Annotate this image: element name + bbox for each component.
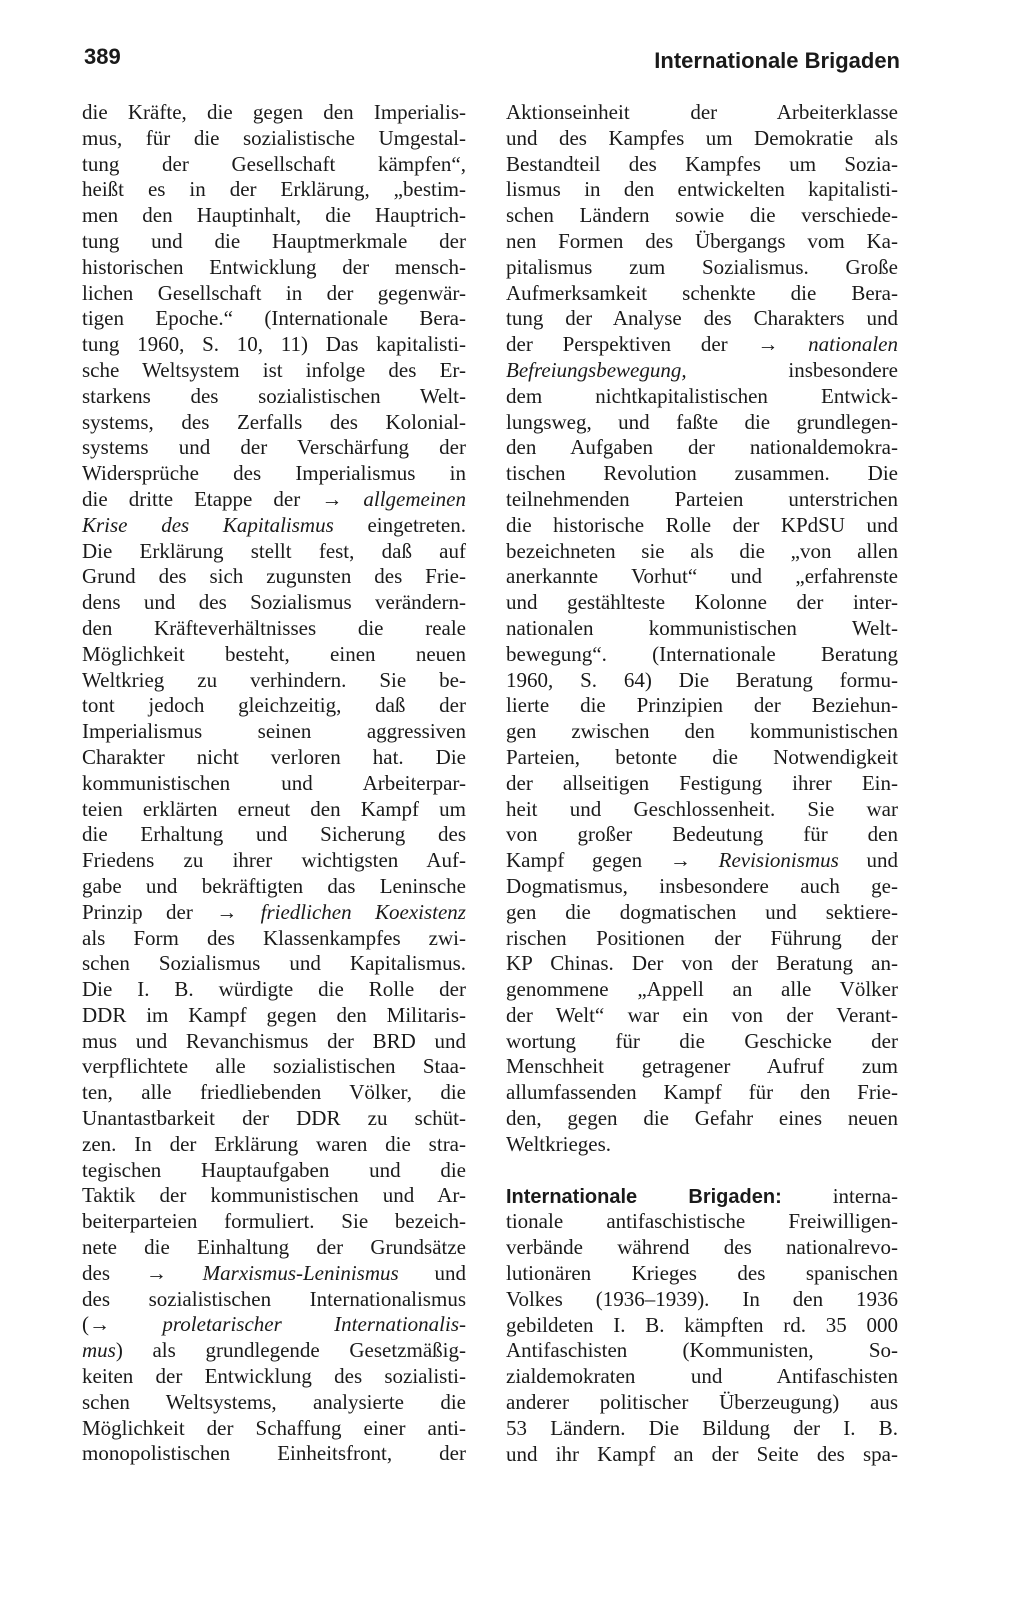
text-segment: tung und die Hauptmerkmale der: [82, 228, 466, 253]
text-line: [506, 410, 898, 436]
text-line: [506, 1338, 898, 1364]
text-segment: der Welt“ war ein von der Verant-: [506, 1002, 898, 1027]
text-line: [82, 1209, 466, 1235]
text-line: [82, 616, 466, 642]
text-line: [506, 848, 898, 874]
text-segment: ten, alle friedliebenden Völker, die: [82, 1080, 466, 1105]
text-line: [82, 435, 466, 461]
text-line: [82, 1235, 466, 1261]
text-line: [506, 435, 898, 461]
text-line: [82, 564, 466, 590]
text-line: [506, 126, 898, 152]
text-segment: Kampf gegen: [506, 848, 670, 873]
text-line: [82, 719, 466, 745]
text-segment: DDR im Kampf gegen den Militaris-: [82, 1002, 466, 1027]
text-segment: lungsweg, und faßte die grundlegen-: [506, 409, 898, 434]
text-line: [506, 1054, 898, 1080]
text-segment: tegischen Hauptaufgaben und die: [82, 1157, 466, 1182]
text-segment: und: [838, 848, 898, 873]
text-line: [82, 1158, 466, 1184]
cross-reference: → allgemeinen: [321, 486, 466, 511]
text-line: [82, 1364, 466, 1390]
text-segment: Unantastbarkeit der DDR zu schüt-: [82, 1106, 466, 1131]
text-segment: genommene „Appell an alle Völker: [506, 977, 898, 1002]
text-segment: nationalen kommunistischen Welt-: [506, 615, 898, 640]
text-line: [506, 461, 898, 487]
text-line: [506, 822, 898, 848]
text-line: [506, 306, 898, 332]
text-segment: schen Sozialismus und Kapitalismus.: [82, 951, 466, 976]
text-line: [82, 1132, 466, 1158]
text-segment: heit und Geschlossenheit. Sie war: [506, 796, 898, 821]
text-segment: gebildeten I. B. kämpften rd. 35 000: [506, 1312, 898, 1337]
text-line: [82, 1416, 466, 1442]
text-line: [506, 1132, 898, 1158]
text-line: [82, 1390, 466, 1416]
text-line: [82, 1080, 466, 1106]
text-segment: und: [398, 1260, 466, 1285]
text-line: [506, 1442, 898, 1468]
cross-reference: → friedlichen Koexistenz: [216, 899, 466, 924]
text-line: [506, 771, 898, 797]
text-segment: gen die dogmatischen und sektiere-: [506, 899, 898, 924]
text-segment: men den Hauptinhalt, die Hauptrich-: [82, 203, 466, 228]
text-segment: rischen Positionen der Führung der: [506, 925, 898, 950]
text-line: [506, 1106, 898, 1132]
text-segment: interna-: [781, 1183, 899, 1208]
text-line: [506, 1003, 898, 1029]
text-segment: gen zwischen den kommunistischen: [506, 719, 898, 744]
text-line: [506, 152, 898, 178]
text-line: [506, 1235, 898, 1261]
text-line: [506, 100, 898, 126]
text-segment: Prinzip der: [82, 899, 217, 924]
text-segment: Charakter nicht verloren hat. Die: [82, 744, 466, 769]
text-segment: 1960, S. 64) Die Beratung formu-: [506, 667, 898, 692]
text-segment: tung 1960, S. 10, 11) Das kapitalisti-: [82, 332, 466, 357]
text-segment: tung der Gesellschaft kämpfen“,: [82, 151, 466, 176]
text-segment: des sozialistischen Internationalismus: [82, 1286, 466, 1311]
text-segment: dens und des Sozialismus verändern-: [82, 590, 466, 615]
text-line: [506, 513, 898, 539]
text-line: [506, 1390, 898, 1416]
text-segment: tung der Analyse des Charakters und: [506, 306, 898, 331]
text-segment: heißt es in der Erklärung, „bestim-: [82, 177, 466, 202]
text-line: [506, 874, 898, 900]
text-line: [506, 1364, 898, 1390]
text-segment: bezeichneten sie als die „von allen: [506, 538, 898, 563]
text-line: [506, 1029, 898, 1055]
text-segment: anderer politischer Überzeugung) aus: [506, 1390, 898, 1415]
text-segment: systems, des Zerfalls des Kolonial-: [82, 409, 466, 434]
text-line: [506, 229, 898, 255]
cross-reference: mus: [82, 1338, 116, 1363]
text-line: [506, 616, 898, 642]
text-segment: systems und der Verschärfung der: [82, 435, 466, 460]
text-line: [506, 1313, 898, 1339]
text-segment: kommunistischen und Arbeiterpar-: [82, 770, 466, 795]
text-line: [82, 461, 466, 487]
text-line: [506, 1209, 898, 1235]
text-line: [82, 487, 466, 513]
text-line: [82, 100, 466, 126]
left-column: [82, 100, 466, 1467]
text-line: [82, 384, 466, 410]
text-line: [506, 977, 898, 1003]
text-segment: KP Chinas. Der von der Beratung an-: [506, 951, 898, 976]
text-segment: mus und Revanchismus der BRD und: [82, 1028, 466, 1053]
text-segment: keiten der Entwicklung des sozialisti-: [82, 1364, 466, 1389]
text-segment: der allseitigen Festigung ihrer Ein-: [506, 770, 898, 795]
text-segment: lutionären Krieges des spanischen: [506, 1261, 898, 1286]
paragraph-gap: [506, 1158, 898, 1184]
cross-reference: Krise des Kapitalismus: [82, 512, 334, 537]
text-line: [82, 1106, 466, 1132]
text-segment: Aktionseinheit der Arbeiterklasse: [506, 100, 898, 124]
text-line: [82, 229, 466, 255]
text-line: [506, 590, 898, 616]
text-segment: beiterparteien formuliert. Sie bezeich-: [82, 1209, 466, 1234]
text-line: [82, 152, 466, 178]
text-line: [82, 1261, 466, 1287]
text-segment: eingetreten.: [333, 512, 466, 537]
text-line: [82, 745, 466, 771]
text-segment: insbesondere: [686, 357, 898, 382]
text-segment: Imperialismus seinen aggressiven: [82, 719, 466, 744]
text-line: [506, 693, 898, 719]
text-segment: zialdemokraten und Antifaschisten: [506, 1364, 898, 1389]
text-segment: mus, für die sozialistische Umgestal-: [82, 125, 466, 150]
running-title: Internationale Brigaden: [654, 48, 900, 73]
text-segment: sche Weltsystem ist infolge des Er-: [82, 357, 466, 382]
text-line: [506, 177, 898, 203]
text-segment: teilnehmenden Parteien unterstrichen: [506, 486, 898, 511]
text-segment: Menschheit getragener Aufruf zum: [506, 1054, 898, 1079]
text-segment: verbände während des nationalrevo-: [506, 1235, 898, 1260]
text-line: [506, 1287, 898, 1313]
text-line: [82, 951, 466, 977]
text-line: [82, 1029, 466, 1055]
text-segment: Bestandteil des Kampfes um Sozia-: [506, 151, 898, 176]
text-line: [506, 668, 898, 694]
text-segment: Dogmatismus, insbesondere auch ge-: [506, 873, 898, 898]
text-line: [506, 797, 898, 823]
cross-reference: → Revisionismus: [669, 848, 839, 873]
text-segment: tigen Epoche.“ (Internationale Bera-: [82, 306, 466, 331]
text-line: [82, 255, 466, 281]
text-segment: und des Kampfes um Demokratie als: [506, 125, 898, 150]
text-segment: Weltkrieg zu verhindern. Sie be-: [82, 667, 466, 692]
text-segment: Taktik der kommunistischen und Ar-: [82, 1183, 466, 1208]
text-segment: starkens des sozialistischen Welt-: [82, 383, 466, 408]
text-line: [506, 1261, 898, 1287]
text-segment: nete die Einhaltung der Grundsätze: [82, 1235, 466, 1260]
text-line: [506, 255, 898, 281]
text-segment: tischen Revolution zusammen. Die: [506, 461, 898, 486]
text-segment: verpflichtete alle sozialistischen Staa-: [82, 1054, 466, 1079]
text-segment: wortung für die Geschicke der: [506, 1028, 898, 1053]
text-segment: schen Weltsystems, analysierte die: [82, 1389, 466, 1414]
text-segment: der Perspektiven der: [506, 332, 758, 357]
text-line: [506, 332, 898, 358]
text-segment: lierte die Prinzipien der Beziehun-: [506, 693, 898, 718]
text-line: [82, 126, 466, 152]
text-segment: ) als grundlegende Gesetzmäßig-: [115, 1338, 466, 1363]
text-segment: Grund des sich zugunsten des Frie-: [82, 564, 466, 589]
text-line: [506, 951, 898, 977]
text-line: [82, 797, 466, 823]
right-column: [506, 100, 898, 1467]
text-line: [82, 358, 466, 384]
text-segment: Weltkrieges.: [506, 1131, 612, 1156]
text-segment: und gestählteste Kolonne der inter-: [506, 590, 898, 615]
text-segment: Parteien, betonte die Notwendigkeit: [506, 744, 898, 769]
text-line: [82, 771, 466, 797]
text-line: [82, 848, 466, 874]
text-line: [82, 1287, 466, 1313]
text-line: [82, 513, 466, 539]
text-segment: 53 Ländern. Die Bildung der I. B.: [506, 1415, 898, 1440]
text-segment: die Kräfte, die gegen den Imperialis-: [82, 100, 466, 124]
text-segment: tont jedoch gleichzeitig, daß der: [82, 693, 466, 718]
text-segment: gabe und bekräftigten das Leninsche: [82, 873, 466, 898]
text-line: [82, 668, 466, 694]
text-segment: tionale antifaschistische Freiwilligen-: [506, 1209, 898, 1234]
text-segment: historischen Entwicklung der mensch-: [82, 254, 466, 279]
text-segment: und ihr Kampf an der Seite des spa-: [506, 1441, 898, 1466]
text-line: [506, 384, 898, 410]
text-segment: schen Ländern sowie die verschiede-: [506, 203, 898, 228]
text-segment: den Kräfteverhältnisses die reale: [82, 615, 466, 640]
text-line: [82, 281, 466, 307]
text-line: [82, 332, 466, 358]
text-segment: allumfassenden Kampf für den Frie-: [506, 1080, 898, 1105]
text-line: [82, 539, 466, 565]
text-segment: die Erhaltung und Sicherung des: [82, 822, 466, 847]
text-line: [82, 693, 466, 719]
text-segment: lichen Gesellschaft in der gegenwär-: [82, 280, 466, 305]
entry-keyword: Internationale Brigaden:: [506, 1185, 782, 1208]
text-segment: des: [82, 1260, 146, 1285]
text-segment: Antifaschisten (Kommunisten, So-: [506, 1338, 898, 1363]
text-segment: monopolistischen Einheitsfront, der: [82, 1441, 466, 1466]
text-segment: den Aufgaben der nationaldemokra-: [506, 435, 898, 460]
text-line: [506, 487, 898, 513]
cross-reference: → Marxismus-Leninismus: [145, 1260, 399, 1285]
text-line: [506, 1184, 898, 1210]
text-segment: anerkannte Vorhut“ und „erfahrenste: [506, 564, 898, 589]
text-segment: zen. In der Erklärung waren die stra-: [82, 1131, 466, 1156]
text-line: [82, 590, 466, 616]
text-line: [506, 642, 898, 668]
text-line: [506, 358, 898, 384]
text-line: [82, 874, 466, 900]
text-line: [82, 1338, 466, 1364]
text-segment: nen Formen des Übergangs vom Ka-: [506, 228, 898, 253]
text-line: [82, 410, 466, 436]
text-line: [82, 1054, 466, 1080]
cross-reference: Befreiungsbewegung,: [506, 357, 687, 382]
page-number: 389: [84, 44, 121, 69]
text-line: [82, 177, 466, 203]
text-segment: Friedens zu ihrer wichtigsten Auf-: [82, 848, 466, 873]
text-segment: (: [82, 1312, 89, 1337]
text-segment: lismus in den entwickelten kapitalisti-: [506, 177, 898, 202]
cross-reference: → nationalen: [757, 332, 898, 357]
text-line: [82, 926, 466, 952]
text-segment: als Form des Klassenkampfes zwi-: [82, 925, 466, 950]
text-segment: Volkes (1936–1939). In den 1936: [506, 1286, 898, 1311]
text-line: [506, 564, 898, 590]
text-line: [82, 822, 466, 848]
text-segment: teien erklärten erneut den Kampf um: [82, 796, 466, 821]
text-line: [506, 719, 898, 745]
text-segment: Die Erklärung stellt fest, daß auf: [82, 538, 466, 563]
text-line: [82, 203, 466, 229]
text-line: [506, 203, 898, 229]
text-line: [506, 745, 898, 771]
cross-reference: → proletarischer Internationalis-: [89, 1312, 466, 1337]
text-line: [82, 1312, 466, 1338]
text-line: [506, 1080, 898, 1106]
text-line: [506, 281, 898, 307]
text-segment: Möglichkeit der Schaffung einer anti-: [82, 1415, 466, 1440]
text-segment: Möglichkeit besteht, einen neuen: [82, 641, 466, 666]
text-line: [82, 977, 466, 1003]
text-segment: dem nichtkapitalistischen Entwick-: [506, 383, 898, 408]
text-segment: von großer Bedeutung für den: [506, 822, 898, 847]
text-line: [82, 306, 466, 332]
text-segment: bewegung“. (Internationale Beratung: [506, 641, 898, 666]
text-segment: Die I. B. würdigte die Rolle der: [82, 977, 466, 1002]
text-line: [506, 1416, 898, 1442]
text-line: [82, 900, 466, 926]
text-line: [506, 926, 898, 952]
text-segment: Widersprüche des Imperialismus in: [82, 461, 466, 486]
text-line: [82, 1441, 466, 1467]
text-segment: die historische Rolle der KPdSU und: [506, 512, 898, 537]
text-line: [506, 539, 898, 565]
text-segment: die dritte Etappe der: [82, 486, 322, 511]
text-segment: den, gegen die Gefahr eines neuen: [506, 1106, 898, 1131]
text-segment: Aufmerksamkeit schenkte die Bera-: [506, 280, 898, 305]
text-line: [82, 1183, 466, 1209]
text-line: [506, 900, 898, 926]
text-line: [82, 1003, 466, 1029]
text-segment: pitalismus zum Sozialismus. Große: [506, 254, 898, 279]
text-line: [82, 642, 466, 668]
